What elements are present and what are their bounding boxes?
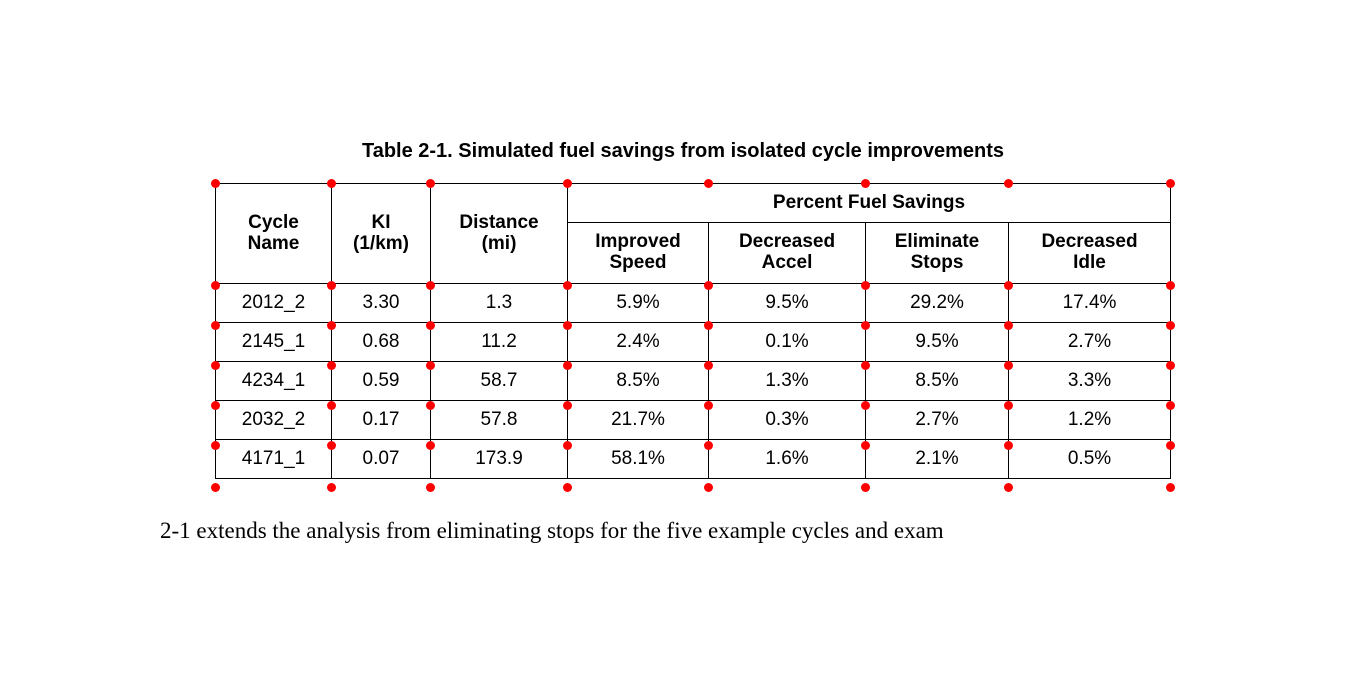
table-corner-marker[interactable] [1004,401,1013,410]
table-corner-marker[interactable] [861,361,870,370]
cell-eliminate-stops: 29.2% [866,284,1009,323]
header-ki-line2: (1/km) [353,232,409,254]
header-ki-line1: KI [371,211,391,233]
table-caption: Table 2-1. Simulated fuel savings from isolated cycle improvements [361,140,1005,162]
cell-ki: 0.07 [332,440,431,479]
table-corner-marker[interactable] [211,281,220,290]
table-row [216,362,1171,401]
cell-cycle-name: 4171_1 [216,440,332,479]
table-corner-marker[interactable] [327,321,336,330]
header-eliminate-stops-line2: Stops [910,252,964,273]
header-decreased-accel [709,223,866,284]
header-improved-speed-line1: Improved [595,231,681,253]
cell-decreased-idle: 2.7% [1009,323,1171,362]
table-corner-marker[interactable] [861,179,870,188]
cell-decreased-accel: 1.3% [709,362,866,401]
cell-distance: 173.9 [431,440,568,479]
cell-eliminate-stops: 8.5% [866,362,1009,401]
table-corner-marker[interactable] [861,483,870,492]
table-corner-marker[interactable] [861,401,870,410]
header-percent-fuel-savings: Percent Fuel Savings [568,184,1171,223]
table-corner-marker[interactable] [426,361,435,370]
header-eliminate-stops [866,223,1009,284]
table-corner-marker[interactable] [1004,321,1013,330]
table-corner-marker[interactable] [563,179,572,188]
cell-improved-speed: 21.7% [568,401,709,440]
header-cycle-name [216,184,332,284]
table-corner-marker[interactable] [1166,401,1175,410]
table-header-row-top [216,184,1171,223]
table-corner-marker[interactable] [563,401,572,410]
table-row [216,323,1171,362]
table-corner-marker[interactable] [704,281,713,290]
table-corner-marker[interactable] [426,401,435,410]
table-row [216,284,1171,323]
header-cycle-name-line2: Name [247,232,300,254]
cell-eliminate-stops: 2.1% [866,440,1009,479]
table-row [216,440,1171,479]
cell-decreased-accel: 9.5% [709,284,866,323]
header-decreased-idle-line2: Idle [1073,252,1106,273]
cell-decreased-accel: 0.1% [709,323,866,362]
table-corner-marker[interactable] [704,483,713,492]
header-distance-line1: Distance [459,211,539,233]
fuel-savings-table-wrapper [215,183,1170,479]
table-corner-marker[interactable] [704,321,713,330]
table-body [216,284,1171,479]
table-corner-marker[interactable] [211,401,220,410]
table-corner-marker[interactable] [211,179,220,188]
cell-distance: 58.7 [431,362,568,401]
table-corner-marker[interactable] [327,361,336,370]
table-corner-marker[interactable] [426,483,435,492]
cell-distance: 11.2 [431,323,568,362]
table-corner-marker[interactable] [426,179,435,188]
table-row [216,401,1171,440]
table-corner-marker[interactable] [563,281,572,290]
table-corner-marker[interactable] [1004,361,1013,370]
table-corner-marker[interactable] [327,441,336,450]
table-corner-marker[interactable] [211,321,220,330]
table-corner-marker[interactable] [563,321,572,330]
table-corner-marker[interactable] [1166,361,1175,370]
header-decreased-idle-line1: Decreased [1041,231,1138,253]
header-decreased-accel-line2: Accel [761,252,813,273]
header-eliminate-stops-line1: Eliminate [894,231,980,253]
body-paragraph: 2-1 extends the analysis from eliminating stops for the five example cycles and exam [160,518,944,543]
table-corner-marker[interactable] [426,321,435,330]
header-decreased-idle [1009,223,1171,284]
cell-decreased-idle: 17.4% [1009,284,1171,323]
table-corner-marker[interactable] [861,321,870,330]
table-corner-marker[interactable] [426,281,435,290]
cell-ki: 0.17 [332,401,431,440]
cell-improved-speed: 2.4% [568,323,709,362]
table-corner-marker[interactable] [704,441,713,450]
header-improved-speed-line2: Speed [609,252,667,273]
cell-improved-speed: 58.1% [568,440,709,479]
cell-cycle-name: 4234_1 [216,362,332,401]
header-improved-speed [568,223,709,284]
header-cycle-name-line1: Cycle [248,211,299,233]
cell-ki: 0.59 [332,362,431,401]
table-corner-marker[interactable] [563,441,572,450]
cell-improved-speed: 8.5% [568,362,709,401]
header-distance-line2: (mi) [481,232,517,254]
cell-distance: 1.3 [431,284,568,323]
header-ki [332,184,431,284]
table-corner-marker[interactable] [327,483,336,492]
cell-distance: 57.8 [431,401,568,440]
table-corner-marker[interactable] [861,281,870,290]
table-corner-marker[interactable] [426,441,435,450]
table-corner-marker[interactable] [1004,281,1013,290]
table-corner-marker[interactable] [211,441,220,450]
cell-decreased-idle: 1.2% [1009,401,1171,440]
table-corner-marker[interactable] [327,401,336,410]
table-corner-marker[interactable] [704,361,713,370]
table-corner-marker[interactable] [1004,179,1013,188]
table-corner-marker[interactable] [563,361,572,370]
table-corner-marker[interactable] [704,179,713,188]
table-corner-marker[interactable] [1166,321,1175,330]
cell-improved-speed: 5.9% [568,284,709,323]
table-corner-marker[interactable] [327,179,336,188]
table-corner-marker[interactable] [211,483,220,492]
cell-eliminate-stops: 9.5% [866,323,1009,362]
table-corner-marker[interactable] [1166,441,1175,450]
cell-ki: 0.68 [332,323,431,362]
table-corner-marker[interactable] [861,441,870,450]
table-corner-marker[interactable] [1166,281,1175,290]
table-corner-marker[interactable] [563,483,572,492]
table-corner-marker[interactable] [211,361,220,370]
table-corner-marker[interactable] [1004,441,1013,450]
table-corner-marker[interactable] [704,401,713,410]
table-corner-marker[interactable] [1004,483,1013,492]
cell-cycle-name: 2145_1 [216,323,332,362]
header-decreased-accel-line1: Decreased [738,231,836,253]
cell-decreased-accel: 0.3% [709,401,866,440]
cell-eliminate-stops: 2.7% [866,401,1009,440]
fuel-savings-table [215,183,1171,479]
cell-decreased-accel: 1.6% [709,440,866,479]
table-header [216,184,1171,284]
cell-decreased-idle: 0.5% [1009,440,1171,479]
header-distance [431,184,568,284]
table-corner-marker[interactable] [327,281,336,290]
cell-cycle-name: 2032_2 [216,401,332,440]
cell-decreased-idle: 3.3% [1009,362,1171,401]
cell-cycle-name: 2012_2 [216,284,332,323]
table-corner-marker[interactable] [1166,179,1175,188]
cell-ki: 3.30 [332,284,431,323]
table-corner-marker[interactable] [1166,483,1175,492]
